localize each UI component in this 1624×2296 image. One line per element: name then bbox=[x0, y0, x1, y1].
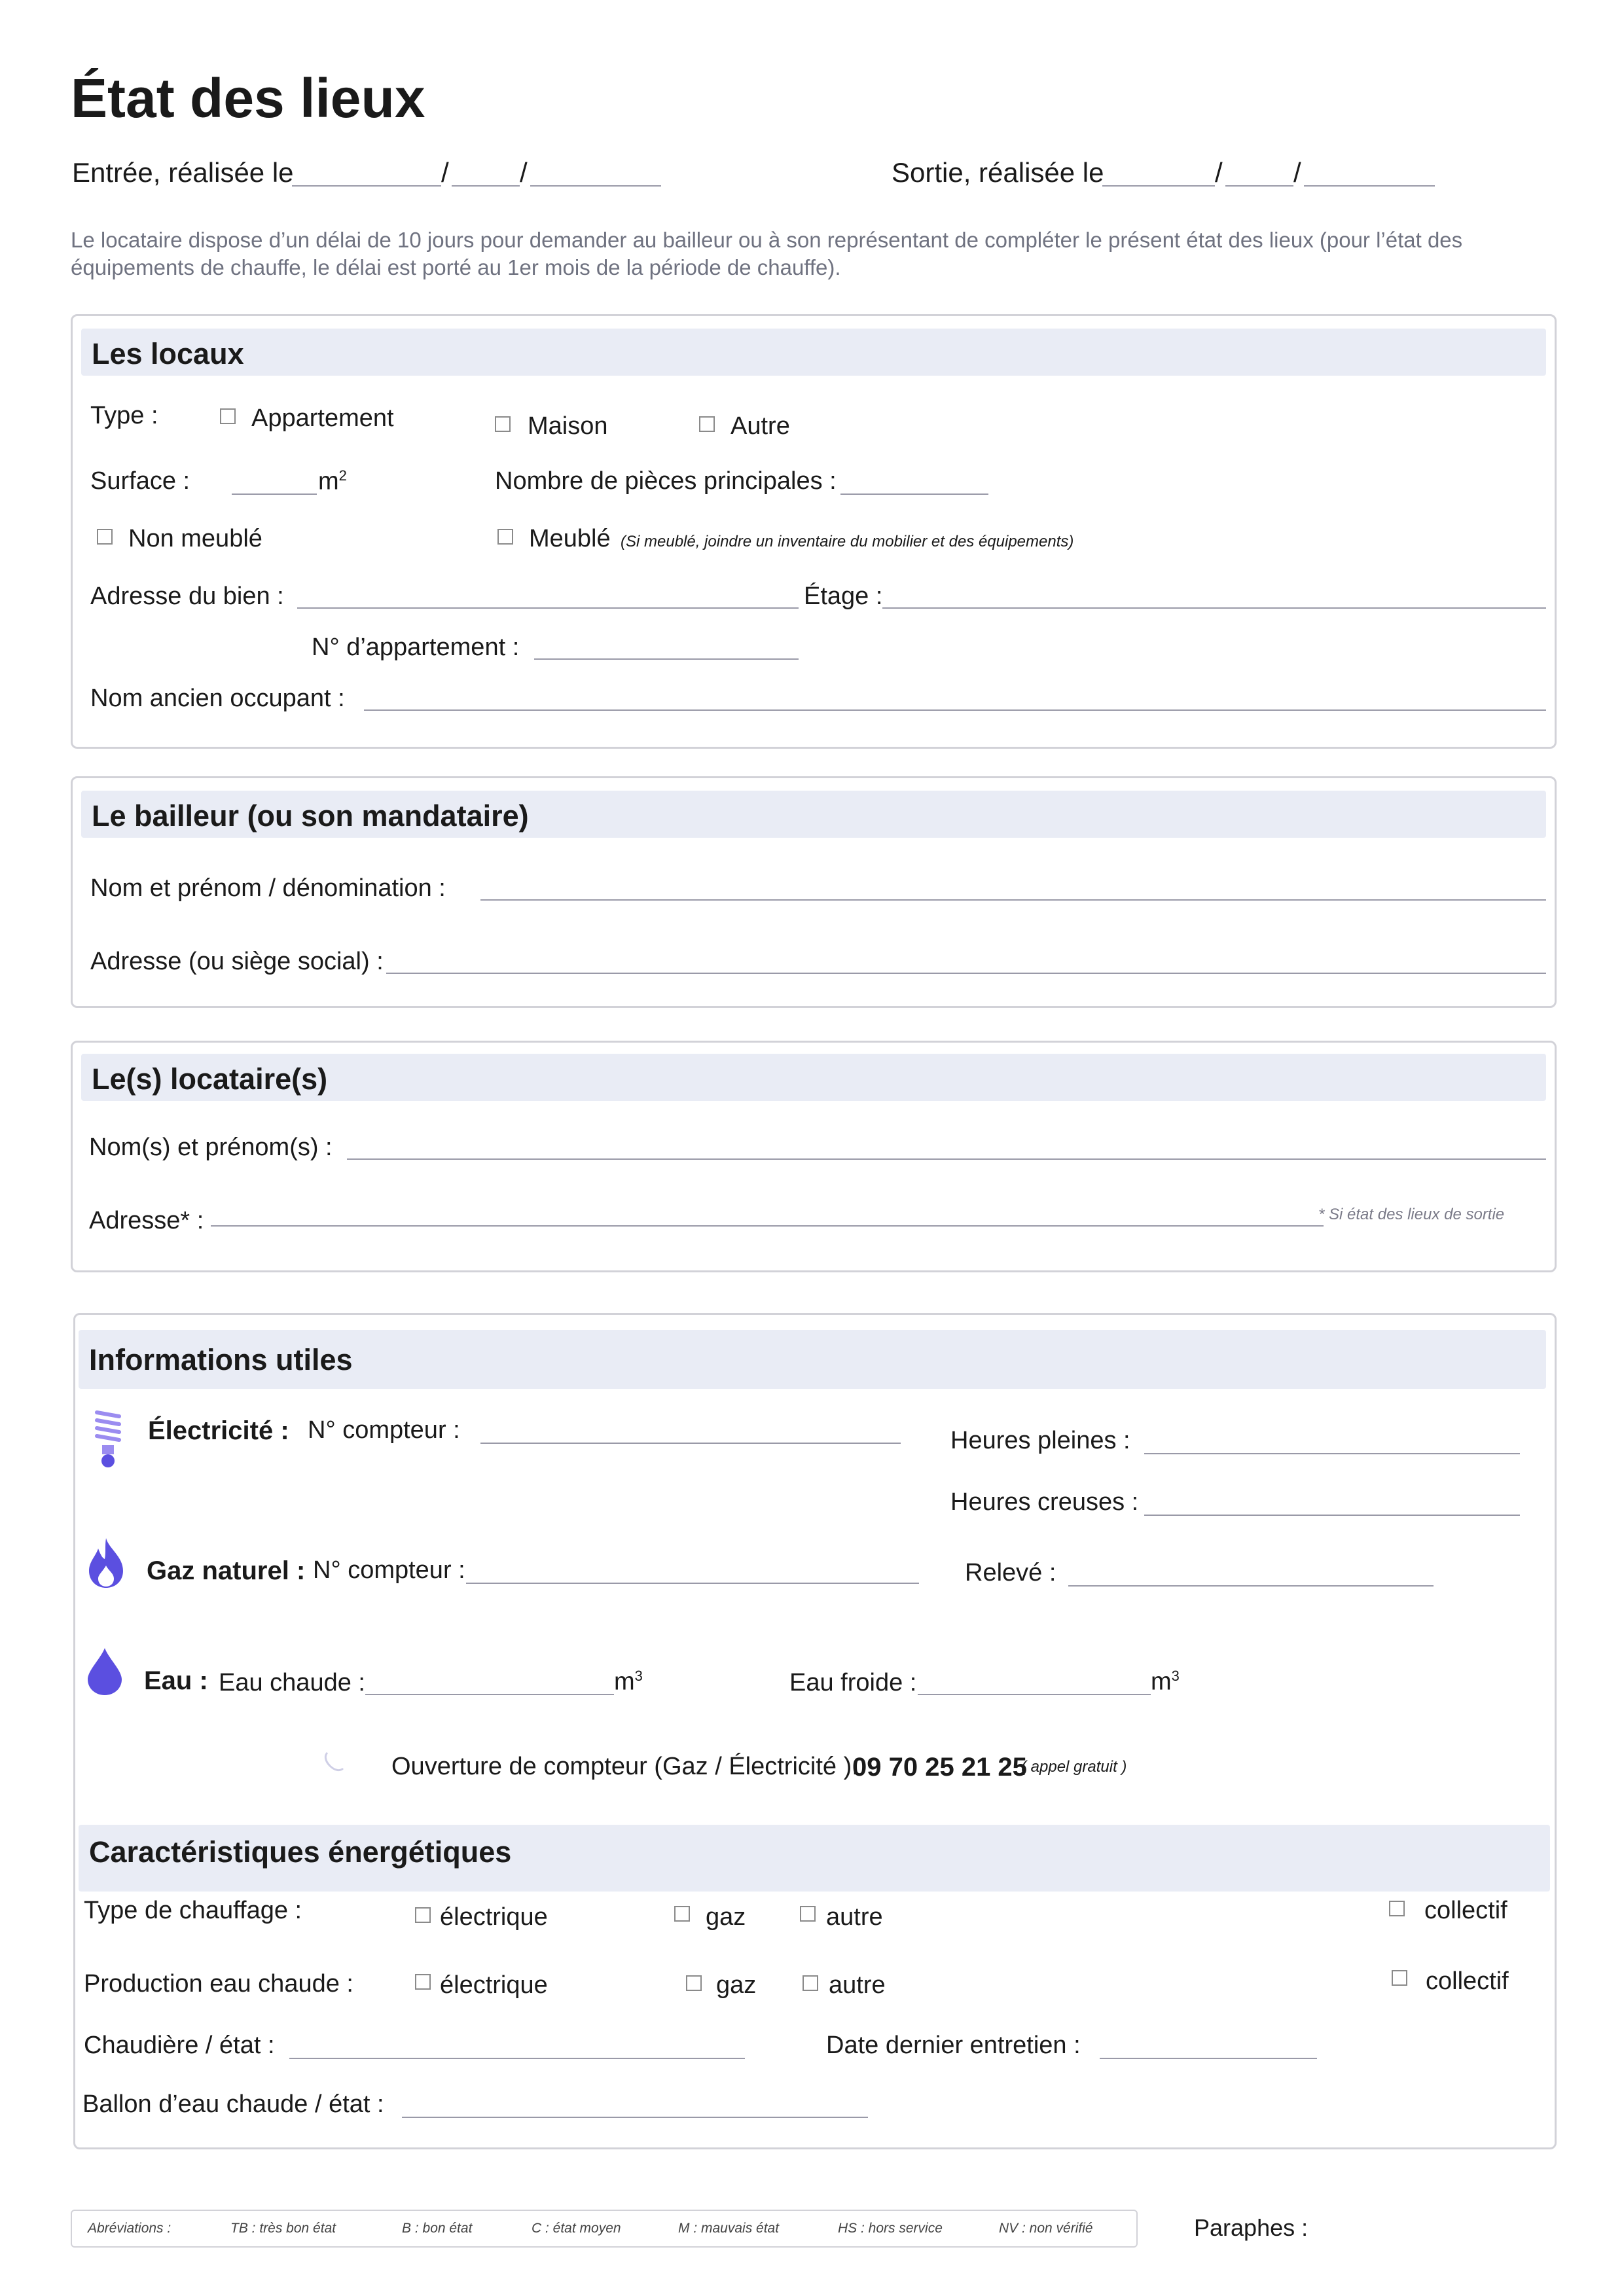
heures-pleines-field[interactable] bbox=[1144, 1453, 1520, 1454]
non-meuble-checkbox[interactable] bbox=[97, 529, 113, 545]
ouverture-phone: 09 70 25 21 25 bbox=[852, 1753, 1027, 1782]
releve-field[interactable] bbox=[1068, 1585, 1434, 1587]
ancien-occupant-label: Nom ancien occupant : bbox=[90, 685, 345, 712]
ouverture-note: ( appel gratuit ) bbox=[1021, 1758, 1127, 1776]
abbrev-nv: NV : non vérifié bbox=[999, 2221, 1093, 2236]
chauffage-label: Type de chauffage : bbox=[84, 1897, 302, 1924]
type-maison-checkbox[interactable] bbox=[495, 416, 511, 432]
light-bulb-icon bbox=[92, 1407, 124, 1473]
locataires-note: * Si état des lieux de sortie bbox=[1318, 1206, 1505, 1223]
entree-year-field[interactable] bbox=[530, 185, 661, 187]
ancien-occupant-field[interactable] bbox=[364, 709, 1546, 711]
abbrev-hs: HS : hors service bbox=[838, 2221, 943, 2236]
gaz-compteur-label: N° compteur : bbox=[313, 1556, 465, 1584]
pieces-label: Nombre de pièces principales : bbox=[495, 467, 837, 495]
chauffage-electrique-label: électrique bbox=[440, 1903, 548, 1931]
eau-chaude-label: Eau chaude : bbox=[219, 1669, 365, 1696]
etage-field[interactable] bbox=[882, 607, 1546, 609]
chauffage-gaz-checkbox[interactable] bbox=[674, 1906, 690, 1922]
locataires-title: Le(s) locataire(s) bbox=[92, 1062, 328, 1096]
bailleur-title: Le bailleur (ou son mandataire) bbox=[92, 799, 529, 833]
electricite-compteur-label: N° compteur : bbox=[308, 1416, 460, 1444]
sortie-date-sep-2: / bbox=[1293, 157, 1301, 188]
chauffage-autre-checkbox[interactable] bbox=[800, 1906, 816, 1922]
bailleur-header bbox=[81, 791, 1546, 838]
production-collectif-checkbox[interactable] bbox=[1392, 1970, 1407, 1986]
eau-chaude-field[interactable] bbox=[365, 1694, 614, 1695]
appartement-field[interactable] bbox=[534, 658, 799, 660]
energie-header bbox=[79, 1825, 1550, 1892]
locataires-noms-field[interactable] bbox=[347, 1158, 1546, 1160]
surface-field[interactable] bbox=[232, 493, 317, 495]
appartement-label: N° d’appartement : bbox=[312, 634, 520, 661]
chaudiere-field[interactable] bbox=[289, 2058, 745, 2059]
production-autre-checkbox[interactable] bbox=[803, 1975, 818, 1991]
production-gaz-checkbox[interactable] bbox=[686, 1975, 702, 1991]
phone-icon bbox=[321, 1749, 347, 1775]
chaudiere-label: Chaudière / état : bbox=[84, 2032, 275, 2059]
releve-label: Relevé : bbox=[965, 1559, 1056, 1587]
ballon-label: Ballon d’eau chaude / état : bbox=[82, 2090, 384, 2118]
sortie-day-field[interactable] bbox=[1102, 185, 1215, 187]
locaux-title: Les locaux bbox=[92, 337, 244, 370]
abbrev-tb: TB : très bon état bbox=[230, 2221, 336, 2236]
entretien-label: Date dernier entretien : bbox=[826, 2032, 1081, 2059]
entretien-field[interactable] bbox=[1100, 2058, 1317, 2059]
production-label: Production eau chaude : bbox=[84, 1970, 353, 1998]
eau-froide-unit: $m^3$ bbox=[1151, 1668, 1180, 1696]
locaux-header bbox=[81, 329, 1546, 376]
entree-date-sep-1: / bbox=[441, 157, 449, 188]
chauffage-autre-label: autre bbox=[826, 1903, 883, 1931]
meuble-label: Meublé bbox=[529, 525, 611, 552]
bailleur-adresse-field[interactable] bbox=[386, 973, 1546, 974]
chauffage-gaz-label: gaz bbox=[706, 1903, 746, 1931]
abbrev-m: M : mauvais état bbox=[678, 2221, 780, 2236]
locataires-header bbox=[81, 1054, 1546, 1101]
chauffage-collectif-label: collectif bbox=[1424, 1897, 1507, 1924]
bailleur-nom-field[interactable] bbox=[480, 899, 1546, 901]
eau-chaude-unit: $m^3$ bbox=[614, 1668, 643, 1696]
sortie-date-sep-1: / bbox=[1215, 157, 1223, 188]
meuble-checkbox[interactable] bbox=[497, 529, 513, 545]
entree-date-sep-2: / bbox=[520, 157, 528, 188]
adresse-bien-field[interactable] bbox=[297, 607, 799, 609]
bailleur-nom-label: Nom et prénom / dénomination : bbox=[90, 874, 446, 902]
entree-month-field[interactable] bbox=[452, 185, 520, 187]
gaz-label: Gaz naturel : bbox=[147, 1556, 306, 1585]
type-autre-label: Autre bbox=[731, 412, 790, 440]
energie-title: Caractéristiques énergétiques bbox=[89, 1835, 512, 1869]
type-maison-label: Maison bbox=[528, 412, 608, 440]
chauffage-collectif-checkbox[interactable] bbox=[1389, 1901, 1405, 1916]
flame-icon bbox=[85, 1537, 127, 1589]
paraphes-label: Paraphes : bbox=[1194, 2214, 1308, 2241]
abbrev-title: Abréviations : bbox=[88, 2221, 171, 2236]
locataires-noms-label: Nom(s) et prénom(s) : bbox=[89, 1134, 333, 1161]
water-drop-icon bbox=[86, 1647, 123, 1696]
production-collectif-label: collectif bbox=[1426, 1967, 1509, 1995]
adresse-bien-label: Adresse du bien : bbox=[90, 583, 284, 610]
locataires-adresse-field[interactable] bbox=[211, 1225, 1324, 1227]
eau-froide-field[interactable] bbox=[918, 1694, 1151, 1695]
ouverture-label: Ouverture de compteur (Gaz / Électricité ): bbox=[391, 1753, 859, 1780]
entree-date-label: Entrée, réalisée le bbox=[72, 157, 294, 188]
heures-creuses-field[interactable] bbox=[1144, 1515, 1520, 1516]
chauffage-electrique-checkbox[interactable] bbox=[415, 1907, 431, 1923]
sortie-date-label: Sortie, réalisée le bbox=[892, 157, 1104, 188]
electricite-label: Électricité : bbox=[148, 1416, 289, 1445]
infos-box bbox=[73, 1313, 1557, 2149]
etage-label: Étage : bbox=[804, 583, 883, 610]
gaz-compteur-field[interactable] bbox=[466, 1583, 919, 1584]
type-label: Type : bbox=[90, 402, 158, 429]
type-autre-checkbox[interactable] bbox=[699, 416, 715, 432]
eau-label: Eau : bbox=[144, 1666, 208, 1695]
surface-unit: $m^2$ bbox=[318, 467, 347, 495]
eau-froide-label: Eau froide : bbox=[789, 1669, 917, 1696]
type-appartement-label: Appartement bbox=[251, 404, 394, 432]
ballon-field[interactable] bbox=[402, 2117, 868, 2118]
sortie-month-field[interactable] bbox=[1225, 185, 1293, 187]
sortie-year-field[interactable] bbox=[1304, 185, 1435, 187]
entree-day-field[interactable] bbox=[292, 185, 441, 187]
infos-header bbox=[79, 1330, 1546, 1389]
heures-pleines-label: Heures pleines : bbox=[950, 1427, 1130, 1454]
locataires-adresse-label: Adresse* : bbox=[89, 1207, 204, 1234]
page-title: État des lieux bbox=[71, 67, 425, 129]
production-electrique-checkbox[interactable] bbox=[415, 1974, 431, 1990]
heures-creuses-label: Heures creuses : bbox=[950, 1488, 1139, 1516]
production-autre-label: autre bbox=[829, 1971, 886, 1999]
surface-label: Surface : bbox=[90, 467, 190, 495]
abbrev-c: C : état moyen bbox=[532, 2221, 621, 2236]
non-meuble-label: Non meublé bbox=[128, 525, 262, 552]
type-appartement-checkbox[interactable] bbox=[220, 408, 236, 424]
infos-title: Informations utiles bbox=[89, 1343, 353, 1376]
pieces-field[interactable] bbox=[840, 493, 988, 495]
production-gaz-label: gaz bbox=[716, 1971, 757, 1999]
meuble-note: (Si meublé, joindre un inventaire du mobilier et des équipements) bbox=[621, 533, 1074, 550]
abbrev-b: B : bon état bbox=[402, 2221, 473, 2236]
bailleur-adresse-label: Adresse (ou siège social) : bbox=[90, 948, 384, 975]
production-electrique-label: électrique bbox=[440, 1971, 548, 1999]
electricite-compteur-field[interactable] bbox=[480, 1443, 901, 1444]
notice-text: Le locataire dispose d’un délai de 10 jours pour demander au bailleur ou à son représentant de compléter le présent état des lieux (pour l’état des équipements de chauffe, le délai est porté au 1er mois de la période de chauffe). bbox=[71, 228, 1463, 279]
locaux-box bbox=[71, 314, 1557, 749]
